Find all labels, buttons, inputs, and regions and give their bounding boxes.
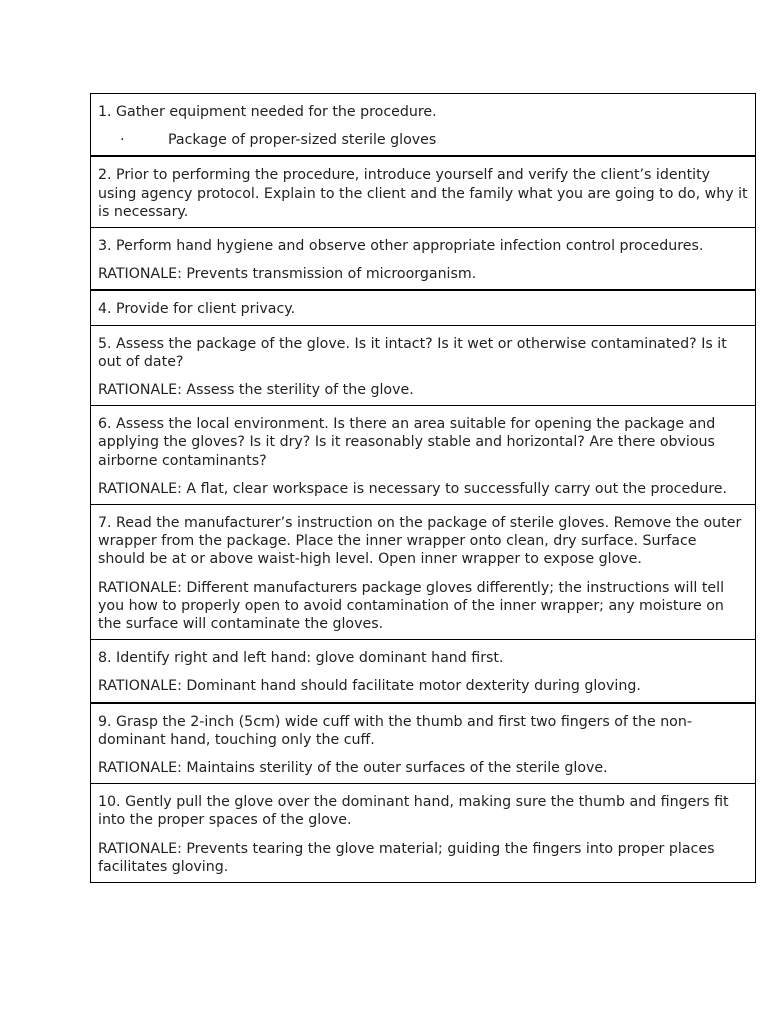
step-text: 5. Assess the package of the glove. Is it intact? Is it wet or otherwise contaminated? Is it out of date? bbox=[98, 335, 727, 370]
step-text: 2. Prior to performing the procedure, introduce yourself and verify the client’s identity using agency protocol. Explain to the client and the family what you are going to do, why it is necessary. bbox=[98, 167, 748, 220]
bullet-icon: · bbox=[120, 132, 125, 149]
step-text: 7. Read the manufacturer’s instruction on the package of sterile gloves. Remove the outer wrapper from the package. Place the inner wrapper onto clean, dry surface. Surface should be at or above waist-high level. Open inner wrapper to expose glove. bbox=[98, 515, 742, 568]
procedure-steps-table bbox=[90, 93, 756, 883]
step-text: 6. Assess the local environment. Is there an area suitable for opening the package and applying the gloves? Is it dry? Is it reasonably stable and horizontal? Are there obvious airborne contaminants? bbox=[98, 416, 716, 469]
step-2 bbox=[91, 155, 755, 227]
step-9 bbox=[91, 702, 755, 784]
step-rationale: RATIONALE: Assess the sterility of the glove. bbox=[98, 382, 414, 399]
step-text: 9. Grasp the 2-inch (5cm) wide cuff with the thumb and first two fingers of the non-dominant hand, touching only the cuff. bbox=[98, 713, 692, 748]
step-text: 10. Gently pull the glove over the dominant hand, making sure the thumb and fingers fit into the proper spaces of the glove. bbox=[98, 794, 729, 829]
step-rationale: RATIONALE: Prevents tearing the glove material; guiding the fingers into proper places facilitates gloving. bbox=[98, 840, 715, 875]
step-3 bbox=[91, 227, 755, 289]
step-rationale: RATIONALE: Maintains sterility of the outer surfaces of the sterile glove. bbox=[98, 760, 608, 777]
step-5 bbox=[91, 325, 755, 406]
step-rationale: RATIONALE: Different manufacturers package gloves differently; the instructions will tell you how to properly open to avoid contamination of the inner wrapper; any moisture on the surface will contaminate the gloves. bbox=[98, 579, 725, 633]
step-text: 1. Gather equipment needed for the procedure. bbox=[98, 104, 437, 120]
step-4 bbox=[91, 289, 755, 324]
step-10 bbox=[91, 783, 755, 882]
equipment-item-text: Package of proper-sized sterile gloves bbox=[168, 132, 437, 149]
step-text: 8. Identify right and left hand: glove dominant hand first. bbox=[98, 650, 504, 667]
step-rationale: RATIONALE: Dominant hand should facilitate motor dexterity during gloving. bbox=[98, 678, 641, 695]
step-6 bbox=[91, 405, 755, 504]
step-text: 4. Provide for client privacy. bbox=[98, 301, 296, 318]
equipment-list-item bbox=[98, 131, 748, 149]
step-1 bbox=[91, 94, 755, 155]
step-8 bbox=[91, 639, 755, 701]
step-rationale: RATIONALE: A flat, clear workspace is necessary to successfully carry out the procedure. bbox=[98, 480, 727, 497]
step-rationale: RATIONALE: Prevents transmission of microorganism. bbox=[98, 266, 477, 283]
step-7 bbox=[91, 504, 755, 639]
step-text: 3. Perform hand hygiene and observe other appropriate infection control procedures. bbox=[98, 238, 704, 255]
